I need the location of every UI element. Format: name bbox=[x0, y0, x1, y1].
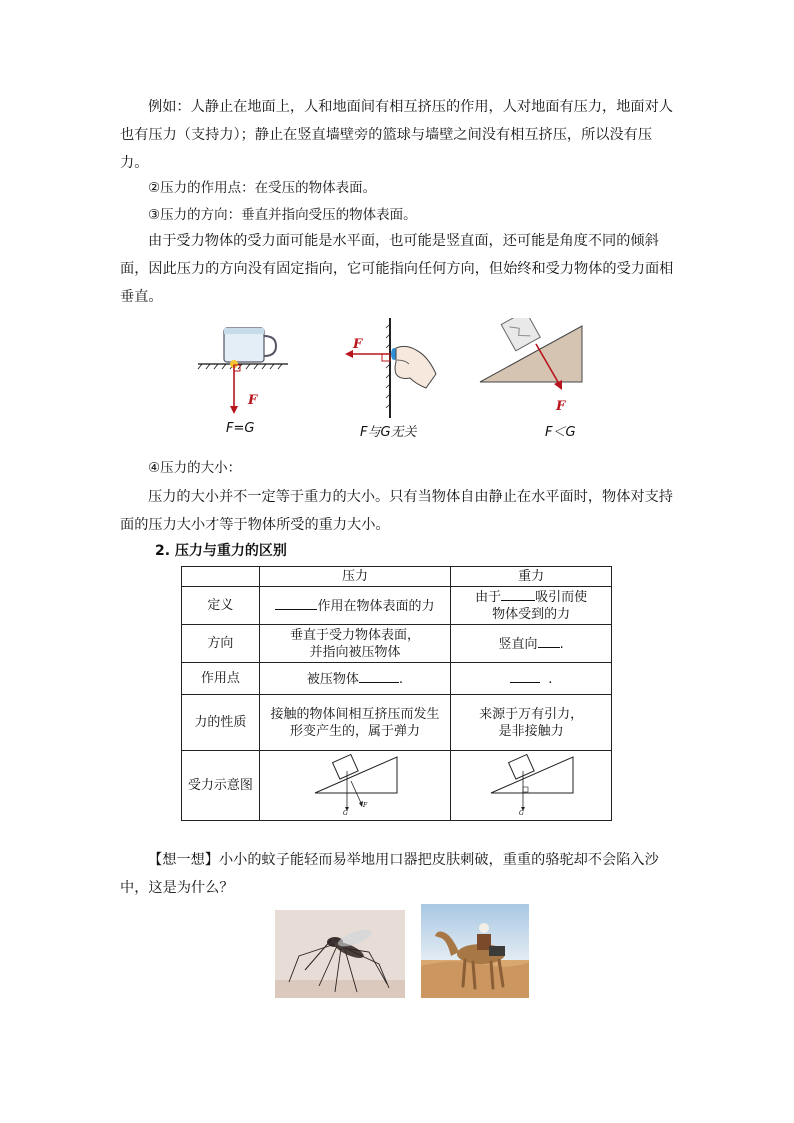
fill-blank[interactable] bbox=[501, 588, 535, 601]
row-label-point: 作用点 bbox=[182, 663, 260, 695]
comparison-table bbox=[181, 566, 612, 821]
fill-blank[interactable] bbox=[275, 597, 317, 610]
think-question: 小小的蚊子能轻而易举地用口器把皮肤刺破，重重的骆驼却不会陷入沙中，这是为什么？ bbox=[120, 852, 659, 896]
row-label-nature: 力的性质 bbox=[182, 695, 260, 751]
svg-text:G: G bbox=[519, 810, 524, 815]
table-row bbox=[182, 625, 612, 663]
slope-caption: F＜G bbox=[545, 425, 576, 440]
cup-caption: F=G bbox=[226, 421, 255, 436]
table-row bbox=[182, 663, 612, 695]
gravity-direction-cell: 竖直向 . bbox=[451, 625, 612, 663]
wall-caption: F与G无关 bbox=[360, 425, 417, 440]
gravity-point-cell: . bbox=[451, 663, 612, 695]
magnitude-paragraph: 压力的大小并不一定等于重力的大小。只有当物体自由静止在水平面时，物体对支持面的压力大小才等于物体所受的重力大小。 bbox=[120, 489, 673, 533]
row-label-definition: 定义 bbox=[182, 587, 260, 625]
gravity-diagram-cell bbox=[451, 751, 612, 821]
think-tag: 【想一想】 bbox=[148, 852, 219, 868]
point-3-text: ③压力的方向：垂直并指向受压的物体表面。 bbox=[148, 207, 417, 223]
slope-force-label: F bbox=[556, 399, 566, 414]
header-pressure: 压力 bbox=[259, 567, 451, 587]
header-gravity: 重力 bbox=[451, 567, 612, 587]
section-2-heading: 2. 压力与重力的区别 bbox=[155, 543, 287, 559]
pressure-diagram-cell bbox=[259, 751, 451, 821]
slope-figure bbox=[478, 318, 598, 418]
svg-text:G: G bbox=[342, 810, 348, 815]
wall-force-label: F bbox=[353, 337, 363, 352]
svg-text:F: F bbox=[362, 802, 368, 809]
fill-blank[interactable] bbox=[538, 635, 560, 648]
fill-blank[interactable] bbox=[359, 670, 399, 683]
wall-figure bbox=[335, 318, 445, 418]
mosquito-photo bbox=[275, 910, 405, 998]
camel-photo bbox=[421, 904, 529, 998]
point-2-text: ②压力的作用点：在受压的物体表面。 bbox=[148, 180, 377, 196]
point-4-text: ④压力的大小： bbox=[148, 460, 242, 476]
pressure-force-diagram bbox=[305, 751, 405, 815]
pressure-direction-cell: 垂直于受力物体表面， 并指向被压物体 bbox=[259, 625, 451, 663]
gravity-definition-cell: 由于 吸引而使 物体受到的力 bbox=[451, 587, 612, 625]
direction-paragraph: 由于受力物体的受力面可能是水平面，也可能是竖直面，还可能是角度不同的倾斜面，因此压力的方向没有固定指向，它可能指向任何方向，但始终和受力物体的受力面相垂直。 bbox=[120, 233, 674, 305]
pressure-point-cell: 被压物体 . bbox=[259, 663, 451, 695]
gravity-force-diagram bbox=[481, 751, 581, 815]
table-row bbox=[182, 695, 612, 751]
row-label-diagram: 受力示意图 bbox=[182, 751, 260, 821]
table-row bbox=[182, 587, 612, 625]
example-paragraph: 例如：人静止在地面上，人和地面间有相互挤压的作用，人对地面有压力，地面对人也有压力（支持力）；静止在竖直墙壁旁的篮球与墙壁之间没有相互挤压，所以没有压力。 bbox=[120, 99, 673, 171]
table-row bbox=[182, 751, 612, 821]
table-header-row bbox=[182, 567, 612, 587]
row-label-direction: 方向 bbox=[182, 625, 260, 663]
table-corner-cell bbox=[182, 567, 260, 587]
cup-figure bbox=[190, 318, 300, 418]
gravity-nature-cell: 来源于万有引力， 是非接触力 bbox=[451, 695, 612, 751]
pressure-nature-cell: 接触的物体间相互挤压而发生 形变产生的，属于弹力 bbox=[259, 695, 451, 751]
cup-force-label: F bbox=[248, 393, 258, 408]
pressure-definition-cell: 作用在物体表面的力 bbox=[259, 587, 451, 625]
fill-blank[interactable] bbox=[510, 670, 540, 683]
think-paragraph bbox=[120, 846, 680, 902]
